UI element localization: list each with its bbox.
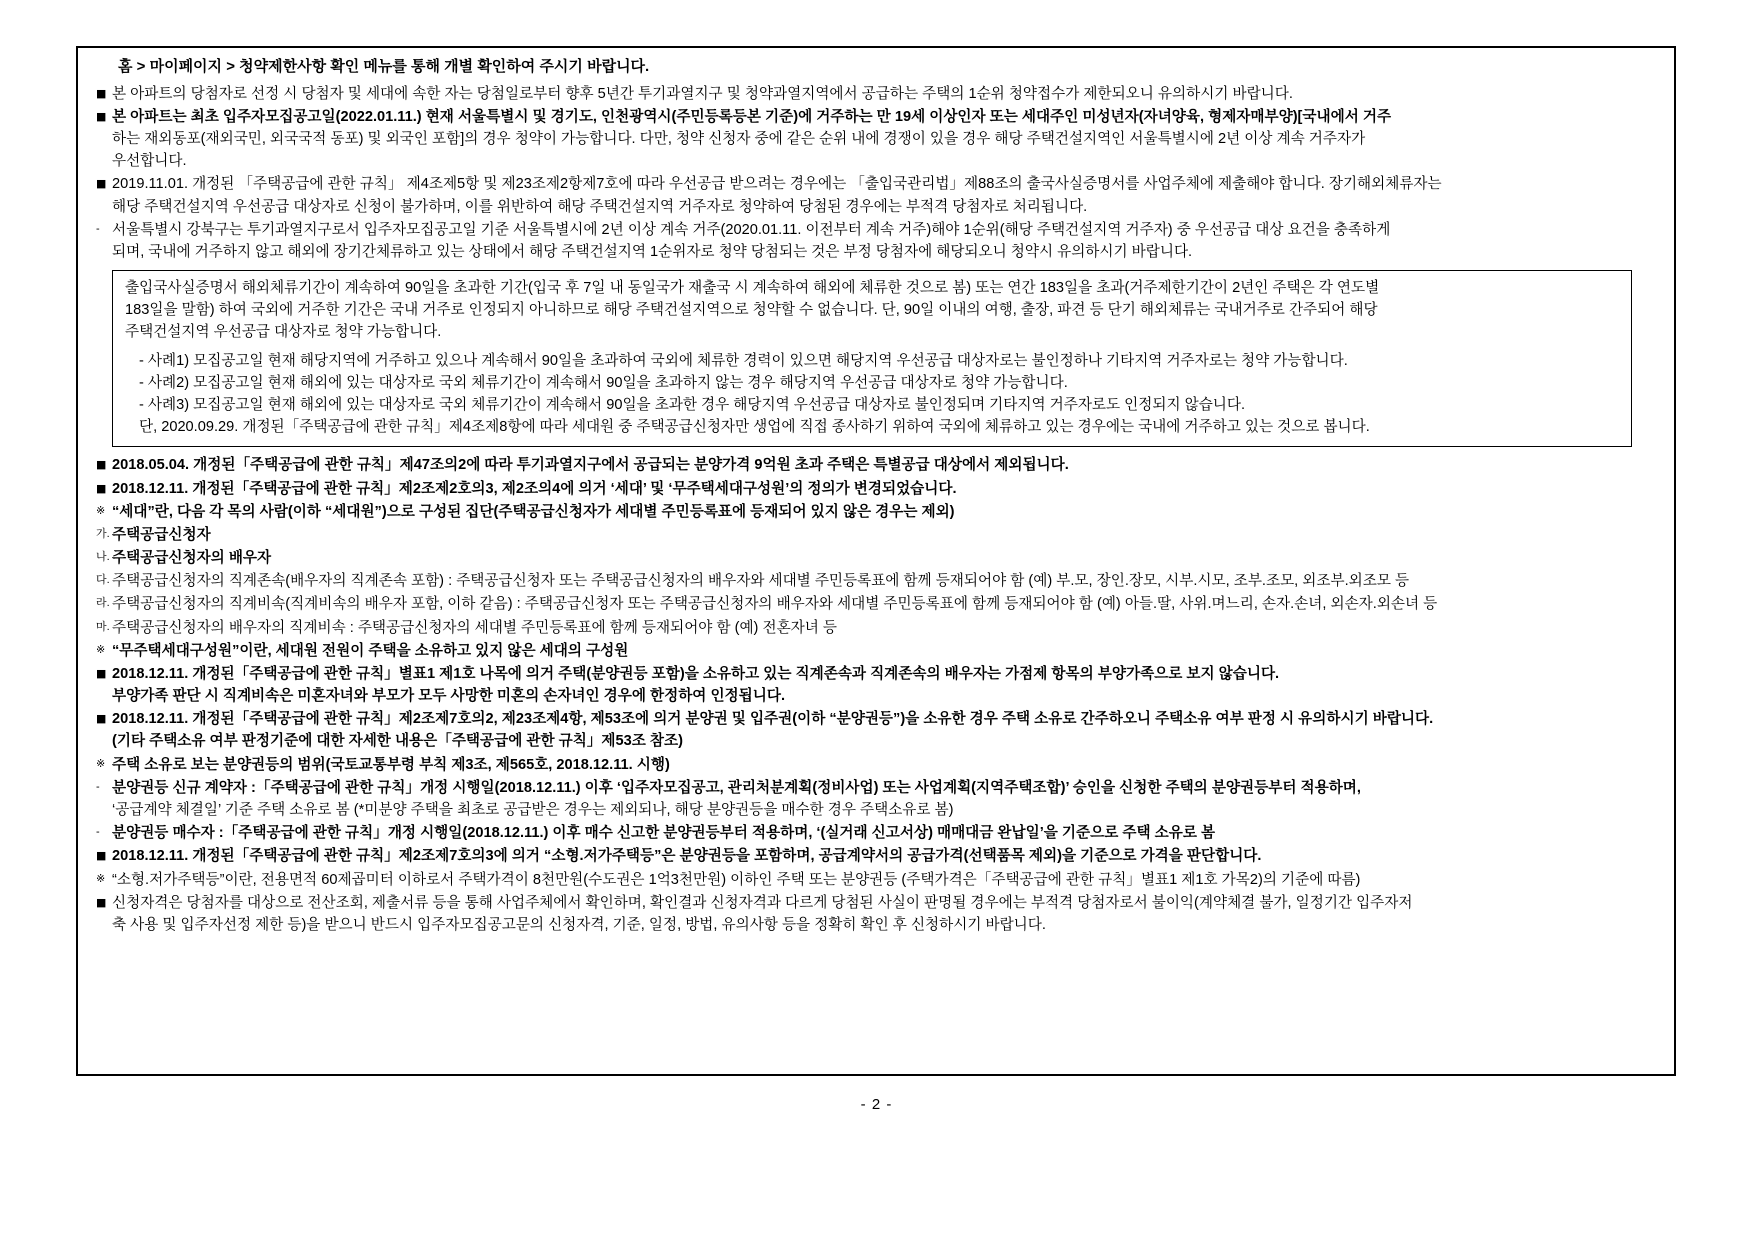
bullet-marker: ■ [96, 177, 107, 191]
dash-block [96, 822, 1658, 844]
dash-block [96, 777, 1658, 821]
bullet-block [96, 845, 1658, 867]
bullet-line: 2018.12.11. 개정된「주택공급에 관한 규칙」제2조제7호의3에 의거 “소형.저가주택등”은 분양권등을 포함하며, 공급계약서의 공급가격(선택품목 제외)을 기준으로 가격을 판단합니다. [112, 848, 1262, 865]
bullet-block [96, 663, 1658, 707]
body-section [96, 454, 1658, 936]
bullet-block [96, 478, 1658, 500]
bullet-line: (기타 주택소유 여부 판정기준에 대한 자세한 내용은「주택공급에 관한 규칙」제53조 참조) [112, 733, 683, 750]
list-item-text: 주택공급신청자의 배우자의 직계비속 : 주택공급신청자의 세대별 주민등록표에 함께 등재되어야 함 (예) 전혼자녀 등 [112, 619, 838, 636]
bullet-marker: ■ [96, 712, 107, 726]
dash-line: 분양권등 매수자 :「주택공급에 관한 규칙」개정 시행일(2018.12.11.) 이후 매수 신고한 분양권등부터 적용하며, ‘(실거래 신고서상) 매매대금 완납일’을 기준으로 주택 소유로 봄 [112, 825, 1216, 842]
mark-block [96, 501, 1658, 523]
mark-marker: ※ [96, 757, 106, 770]
bullet-block [96, 892, 1658, 936]
list-item-text: 주택공급신청자의 배우자 [112, 550, 272, 567]
notice-box-line: 183일을 말함) 하여 국외에 거주한 기간은 국내 거주로 인정되지 아니하므로 해당 주택건설지역으로 청약할 수 없습니다. 단, 90일 이내의 여행, 출장, 파견 등 단기 해외체류는 국내거주로 간주되어 해당 [125, 302, 1378, 319]
dash-line: 분양권등 신규 계약자 :「주택공급에 관한 규칙」개정 시행일(2018.12.11.) 이후 ‘입주자모집공고, 관리처분계획(정비사업) 또는 사업계획(지역주택조합)’ 승인을 신청한 주택의 분양권등부터 적용하며, [112, 779, 1361, 796]
bullet-block [96, 106, 1658, 173]
mark-line: “세대”란, 다음 각 목의 사람(이하 “세대원”)으로 구성된 집단(주택공급신청자가 세대별 주민등록표에 등재되어 있지 않은 경우는 제외) [112, 503, 955, 520]
dash-line: 되며, 국내에 거주하지 않고 해외에 장기간체류하고 있는 상태에서 해당 주택건설지역 1순위자로 청약 당첨되는 것은 부정 당첨자에 해당되오니 청약시 유의하시기 바랍니다. [112, 244, 1193, 260]
bullet-line: 본 아파트는 최초 입주자모집공고일(2022.01.11.) 현재 서울특별시 및 경기도, 인천광역시(주민등록등본 기준)에 거주하는 만 19세 이상인자 또는 세대주인 미성년자(자녀양육, 형제자매부양)[국내에서 거주 [112, 108, 1392, 125]
page-header-note: 홈 > 마이페이지 > 청약제한사항 확인 메뉴를 통해 개별 확인하여 주시기 바랍니다. [118, 58, 650, 75]
list-item-text: 주택공급신청자 [112, 526, 211, 543]
list-item [96, 524, 1658, 546]
list-item-label: 다. [96, 574, 110, 587]
list-item [96, 593, 1658, 615]
mark-line: “무주택세대구성원”이란, 세대원 전원이 주택을 소유하고 있지 않은 세대의 구성원 [112, 642, 629, 659]
bullet-line: 2018.12.11. 개정된「주택공급에 관한 규칙」제2조제7호의2, 제23조제4항, 제53조에 의거 분양권 및 입주권(이하 “분양권등”)을 소유한 경우 주택 소유로 간주하오니 주택소유 여부 판정 시 유의하시기 바랍니다. [112, 711, 1434, 728]
mark-marker: ※ [96, 504, 106, 517]
document-page [76, 46, 1676, 1076]
list-item-label: 나. [96, 551, 110, 564]
bullet-line: 2018.12.11. 개정된「주택공급에 관한 규칙」제2조제2호의3, 제2조의4에 의거 ‘세대’ 및 ‘무주택세대구성원’의 정의가 변경되었습니다. [112, 480, 957, 497]
notice-case-line: - 사례2) 모집공고일 현재 해외에 있는 대상자로 국외 체류기간이 계속해서 90일을 초과하지 않는 경우 해당지역 우선공급 대상자로 청약 가능합니다. [139, 374, 1068, 391]
mark-line: “소형.저가주택등”이란, 전용면적 60제곱미터 이하로서 주택가격이 8천만원(수도권은 1억3천만원) 이하인 주택 또는 분양권등 (주택가격은「주택공급에 관한 규칙」별표1 제1호 가목2)의 기준에 따름) [112, 871, 1361, 888]
list-item-label: 가. [96, 527, 110, 540]
bullet-marker: ■ [96, 458, 107, 472]
notice-box-line: 주택건설지역 우선공급 대상자로 청약 가능합니다. [125, 323, 442, 340]
mark-marker: ※ [96, 643, 106, 656]
notice-case-line: - 사례3) 모집공고일 현재 해외에 있는 대상자로 국외 체류기간이 계속해서 90일을 초과한 경우 해당지역 우선공급 대상자로 불인정되며 기타지역 거주자로도 인정되지 않습니다. [139, 396, 1246, 413]
bullet-marker: ■ [96, 666, 107, 680]
list-item-text: 주택공급신청자의 직계존속(배우자의 직계존속 포함) : 주택공급신청자 또는 주택공급신청자의 배우자와 세대별 주민등록표에 함께 등재되어야 함 (예) 부.모, 장인.장모, 시부.시모, 조부.조모, 외조부.외조모 등 [112, 573, 1410, 590]
bullet-line: 해당 주택건설지역 우선공급 대상자로 신청이 불가하며, 이를 위반하여 해당 주택건설지역 거주자로 청약하여 당첨된 경우에는 부적격 당첨자로 처리됩니다. [112, 198, 1088, 215]
bullet-line: 신청자격은 당첨자를 대상으로 전산조회, 제출서류 등을 통해 사업주체에서 확인하며, 확인결과 신청자격과 다르게 당첨된 사실이 판명될 경우에는 부적격 당첨자로서 불이익(계약체결 불가, 일정기간 입주자저 [112, 894, 1413, 911]
bullet-marker: ■ [96, 86, 107, 100]
mark-block [96, 869, 1658, 891]
mark-marker: ※ [96, 872, 106, 885]
list-item [96, 547, 1658, 569]
bullet-block [96, 708, 1658, 752]
bullet-marker: ■ [96, 109, 107, 123]
page-footer: - 2 - [860, 1096, 893, 1113]
bullet-marker: ■ [96, 849, 107, 863]
bullet-line: 우선합니다. [112, 153, 187, 170]
bullet-block [96, 83, 1658, 105]
bullet-line: 2018.05.04. 개정된「주택공급에 관한 규칙」제47조의2에 따라 투기과열지구에서 공급되는 분양가격 9억원 초과 주택은 특별공급 대상에서 제외됩니다. [112, 457, 1069, 474]
bullet-marker: ■ [96, 895, 107, 909]
notice-case-line: - 사례1) 모집공고일 현재 해당지역에 거주하고 있으나 계속해서 90일을 초과하여 국외에 체류한 경력이 있으면 해당지역 우선공급 대상자로는 불인정하나 기타지역 거주자로는 청약 가능합니다. [139, 352, 1348, 369]
mark-line: 주택 소유로 보는 분양권등의 범위(국토교통부령 부칙 제3조, 제565호, 2018.12.11. 시행) [112, 756, 670, 773]
mark-block [96, 754, 1658, 776]
list-item-label: 라. [96, 597, 110, 610]
notice-box-line: 출입국사실증명서 해외체류기간이 계속하여 90일을 초과한 기간(입국 후 7일 내 동일국가 재출국 시 계속하여 해외에 체류한 것으로 봄) 또는 연간 183일을 초과(거주제한기간이 2년인 주택은 각 연도별 [125, 280, 1380, 297]
bullet-line: 축 사용 및 입주자선정 제한 등)을 받으니 반드시 입주자모집공고문의 신청자격, 기준, 일정, 방법, 유의사항 등을 정확히 확인 후 신청하시기 바랍니다. [112, 916, 1046, 933]
notice-box [112, 270, 1632, 447]
mark-block [96, 640, 1658, 662]
bullet-line: 2019.11.01. 개정된 「주택공급에 관한 규칙」 제4조제5항 및 제23조제2항제7호에 따라 우선공급 받으려는 경우에는 「출입국관리법」제88조의 출국사실증명서를 사업주체에 제출해야 합니다. 장기해외체류자는 [112, 176, 1442, 193]
dash-marker: - [96, 780, 100, 793]
bullet-line: 하는 재외동포(재외국민, 외국국적 동포) 및 외국인 포함]의 경우 청약이 가능합니다. 다만, 청약 신청자 중에 같은 순위 내에 경쟁이 있을 경우 해당 주택건설지역인 서울특별시에 2년 이상 계속 거주자가 [112, 131, 1366, 148]
dash-line: 서울특별시 강북구는 투기과열지구로서 입주자모집공고일 기준 서울특별시에 2년 이상 계속 거주(2020.01.11. 이전부터 계속 거주)해야 1순위(해당 주택건설지역 거주자) 중 우선공급 대상 요건을 충족하게 [112, 221, 1391, 238]
dash-block [96, 219, 1658, 263]
dash-line: ‘공급계약 체결일’ 기준 주택 소유로 봄 (*미분양 주택을 최초로 공급받은 경우는 제외되나, 해당 분양권등을 매수한 경우 주택소유로 봄) [112, 801, 954, 818]
bullet-block [96, 173, 1658, 217]
bullet-line: 2018.12.11. 개정된「주택공급에 관한 규칙」별표1 제1호 나목에 의거 주택(분양권등 포함)을 소유하고 있는 직계존속과 직계존속의 배우자는 가점제 항목의 부양가족으로 보지 않습니다. [112, 665, 1280, 682]
dash-marker: - [96, 222, 100, 235]
list-item [96, 570, 1658, 592]
bullet-line: 부양가족 판단 시 직계비속은 미혼자녀와 부모가 모두 사망한 미혼의 손자녀인 경우에 한정하여 인정됩니다. [112, 688, 786, 705]
notice-closing-line: 단, 2020.09.29. 개정된「주택공급에 관한 규칙」제4조제8항에 따라 세대원 중 주택공급신청자만 생업에 직접 종사하기 위하여 국외에 체류하고 있는 경우에는 국내에 거주하고 있는 것으로 봅니다. [139, 418, 1370, 435]
dash-marker: - [96, 826, 100, 839]
bullet-line: 본 아파트의 당첨자로 선정 시 당첨자 및 세대에 속한 자는 당첨일로부터 향후 5년간 투기과열지구 및 청약과열지역에서 공급하는 주택의 1순위 청약접수가 제한되오니 유의하시기 바랍니다. [112, 85, 1293, 102]
list-item-text: 주택공급신청자의 직계비속(직계비속의 배우자 포함, 이하 같음) : 주택공급신청자 또는 주택공급신청자의 배우자와 세대별 주민등록표에 함께 등재되어야 함 (예) 아들.딸, 사위.며느리, 손자.손녀, 외손자.외손녀 등 [112, 596, 1438, 613]
list-item [96, 617, 1658, 639]
bullet-block [96, 454, 1658, 476]
bullet-marker: ■ [96, 481, 107, 495]
list-item-label: 마. [96, 620, 110, 633]
